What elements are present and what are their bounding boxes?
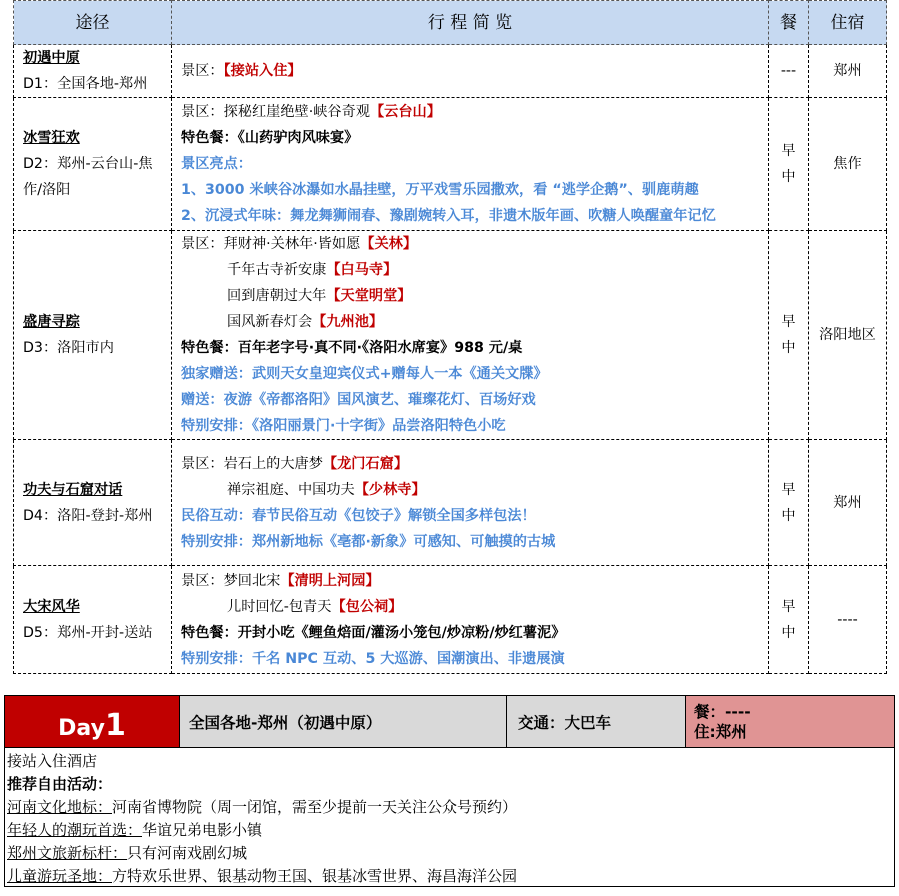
scenic-prefix: 景区： bbox=[181, 236, 224, 252]
day-meal-stay bbox=[685, 696, 894, 747]
highlights-title: 景区亮点： bbox=[181, 156, 252, 172]
day-header bbox=[4, 695, 895, 748]
bonus-line: 特别安排：郑州新地标《亳都·新象》可感知、可触摸的古城 bbox=[181, 533, 556, 550]
scenic-text: 儿时回忆-包青天 bbox=[227, 598, 332, 615]
stay-cell: 洛阳地区 bbox=[809, 231, 887, 440]
highlight-line: 2、沉浸式年味：舞龙舞狮闹春、豫剧婉转入耳，非遗木版年画、吹糖人唤醒童年记忆 bbox=[181, 208, 716, 224]
scenic-text: 禅宗祖庭、中国功夫 bbox=[227, 481, 355, 498]
route-sub: D1：全国各地-郑州 bbox=[23, 76, 148, 92]
bonus-line: 特别安排：《洛阳丽景门·十字街》品尝洛阳特色小吃 bbox=[181, 418, 506, 434]
scenic-name: 【白马寺】 bbox=[326, 262, 398, 278]
day-meal: 餐：---- bbox=[694, 702, 751, 721]
route-cell-d5 bbox=[14, 566, 172, 674]
scenic-text: 千年古寺祈安康 bbox=[227, 262, 327, 278]
day-detail-section bbox=[4, 695, 895, 889]
stay-cell: 郑州 bbox=[809, 440, 887, 566]
header-meal: 餐 bbox=[769, 1, 809, 45]
highlight-line: 1、3000 米峡谷冰瀑如水晶挂壁，万平戏雪乐园撒欢，看 “逃学企鹅”、驯鹿萌趣 bbox=[181, 182, 699, 198]
activity-label: 河南文化地标： bbox=[7, 798, 113, 816]
scenic-name: 【云台山】 bbox=[369, 104, 441, 120]
activity-label: 年轻人的潮玩首选： bbox=[7, 821, 143, 839]
activity-label: 郑州文旅新标杆： bbox=[7, 844, 128, 862]
meal-cell: --- bbox=[769, 45, 809, 98]
route-title: 功夫与石窟对话 bbox=[23, 481, 123, 498]
day-line: 推荐自由活动： bbox=[7, 775, 113, 793]
header-overview: 行 程 简 览 bbox=[172, 1, 769, 45]
meal-lunch: 中 bbox=[781, 169, 796, 185]
day-line: 接站入住酒店 bbox=[7, 752, 98, 770]
scenic-name: 【天堂明堂】 bbox=[326, 288, 412, 304]
route-cell-d4 bbox=[14, 440, 172, 566]
table-row bbox=[14, 45, 887, 98]
day-line bbox=[7, 819, 892, 842]
food-text: 《山药驴肉风味宴》 bbox=[237, 130, 359, 146]
bonus-line: 特别安排：千名 NPC 互动、5 大巡游、国潮演出、非遗展演 bbox=[181, 650, 565, 667]
scenic-prefix: 景区： bbox=[181, 63, 224, 79]
table-row bbox=[14, 440, 887, 566]
route-title: 大宋风华 bbox=[23, 598, 80, 615]
scenic-name: 【接站入住】 bbox=[223, 63, 302, 79]
scenic-name: 【清明上河园】 bbox=[280, 572, 380, 589]
scenic-prefix: 景区： bbox=[181, 455, 224, 472]
day-line bbox=[7, 796, 892, 819]
stay-cell: 焦作 bbox=[809, 98, 887, 231]
scenic-text: 拜财神·关林年·皆如愿 bbox=[223, 236, 361, 252]
meal-lunch: 中 bbox=[781, 507, 796, 524]
bonus-line: 民俗互动：春节民俗互动《包饺子》解锁全国多样包法！ bbox=[181, 507, 536, 524]
day-line bbox=[7, 842, 892, 865]
food-prefix: 特色餐： bbox=[181, 624, 238, 641]
route-title: 冰雪狂欢 bbox=[23, 130, 80, 146]
scenic-name: 【龙门石窟】 bbox=[322, 455, 409, 472]
header-route: 途径 bbox=[14, 1, 172, 45]
meal-cell bbox=[769, 98, 809, 231]
day-label-prefix: Day bbox=[58, 716, 105, 741]
day-line bbox=[7, 865, 892, 888]
route-title: 盛唐寻踪 bbox=[23, 314, 80, 330]
scenic-text: 梦回北宋 bbox=[223, 572, 281, 589]
overview-cell-d5 bbox=[172, 566, 769, 674]
activity-text: 河南省博物院（周一闭馆，需至少提前一天关注公众号预约） bbox=[112, 798, 518, 816]
meal-cell bbox=[769, 566, 809, 674]
route-sub: D2：郑州-云台山-焦作/洛阳 bbox=[23, 156, 153, 198]
overview-cell-d3 bbox=[172, 231, 769, 440]
table-row bbox=[14, 231, 887, 440]
day-body bbox=[4, 748, 895, 887]
overview-cell-d4 bbox=[172, 440, 769, 566]
meal-cell bbox=[769, 440, 809, 566]
scenic-text: 探秘红崖绝壁·峡谷奇观 bbox=[223, 104, 370, 120]
day-label bbox=[5, 696, 179, 747]
meal-breakfast: 早 bbox=[781, 598, 796, 615]
food-prefix: 特色餐： bbox=[181, 130, 238, 146]
meal-breakfast: 早 bbox=[781, 143, 796, 159]
activity-text: 方特欢乐世界、银基动物王国、银基冰雪世界、海昌海洋公园 bbox=[112, 867, 518, 885]
overview-cell-d2 bbox=[172, 98, 769, 231]
route-cell-d2 bbox=[14, 98, 172, 231]
scenic-text: 回到唐朝过大年 bbox=[227, 288, 327, 304]
bonus-line: 赠送：夜游《帝都洛阳》国风演艺、璀璨花灯、百场好戏 bbox=[181, 392, 536, 408]
route-title: 初遇中原 bbox=[23, 50, 80, 66]
overview-cell-d1 bbox=[172, 45, 769, 98]
bonus-line: 独家赠送：武则天女皇迎宾仪式+赠每人一本《通关文牒》 bbox=[181, 366, 548, 382]
day-stay: 住:郑州 bbox=[694, 722, 747, 741]
route-sub: D4：洛阳-登封-郑州 bbox=[23, 507, 153, 524]
scenic-name: 【少林寺】 bbox=[354, 481, 426, 498]
scenic-name: 【九州池】 bbox=[312, 314, 384, 330]
activity-text: 华谊兄弟电影小镇 bbox=[142, 821, 263, 839]
food-line: 特色餐：百年老字号·真不同·《洛阳水席宴》988 元/桌 bbox=[181, 340, 523, 356]
route-cell-d1 bbox=[14, 45, 172, 98]
itinerary-table bbox=[13, 0, 887, 674]
scenic-name: 【包公祠】 bbox=[331, 598, 403, 615]
meal-cell bbox=[769, 231, 809, 440]
header-stay: 住宿 bbox=[809, 1, 887, 45]
day-title: 全国各地-郑州（初遇中原） bbox=[179, 696, 506, 747]
meal-breakfast: 早 bbox=[781, 314, 796, 330]
day-transport: 交通：大巴车 bbox=[506, 696, 685, 747]
meal-lunch: 中 bbox=[781, 624, 796, 641]
activity-text: 只有河南戏剧幻城 bbox=[127, 844, 248, 862]
activity-label: 儿童游玩圣地： bbox=[7, 867, 113, 885]
stay-cell: 郑州 bbox=[809, 45, 887, 98]
scenic-prefix: 景区： bbox=[181, 104, 224, 120]
day-label-number: 1 bbox=[104, 708, 126, 743]
table-row bbox=[14, 566, 887, 674]
food-text: 开封小吃《鲤鱼焙面/灌汤小笼包/炒凉粉/炒红薯泥》 bbox=[237, 624, 566, 641]
route-cell-d3 bbox=[14, 231, 172, 440]
stay-cell: ---- bbox=[809, 566, 887, 674]
scenic-name: 【关林】 bbox=[360, 236, 418, 252]
scenic-prefix: 景区： bbox=[181, 572, 224, 589]
scenic-text: 岩石上的大唐梦 bbox=[223, 455, 323, 472]
meal-breakfast: 早 bbox=[781, 481, 796, 498]
meal-lunch: 中 bbox=[781, 340, 796, 356]
route-sub: D3：洛阳市内 bbox=[23, 340, 114, 356]
scenic-text: 国风新春灯会 bbox=[227, 314, 313, 330]
route-sub: D5：郑州-开封-送站 bbox=[23, 624, 153, 641]
table-row bbox=[14, 98, 887, 231]
table-header-row bbox=[14, 1, 887, 45]
